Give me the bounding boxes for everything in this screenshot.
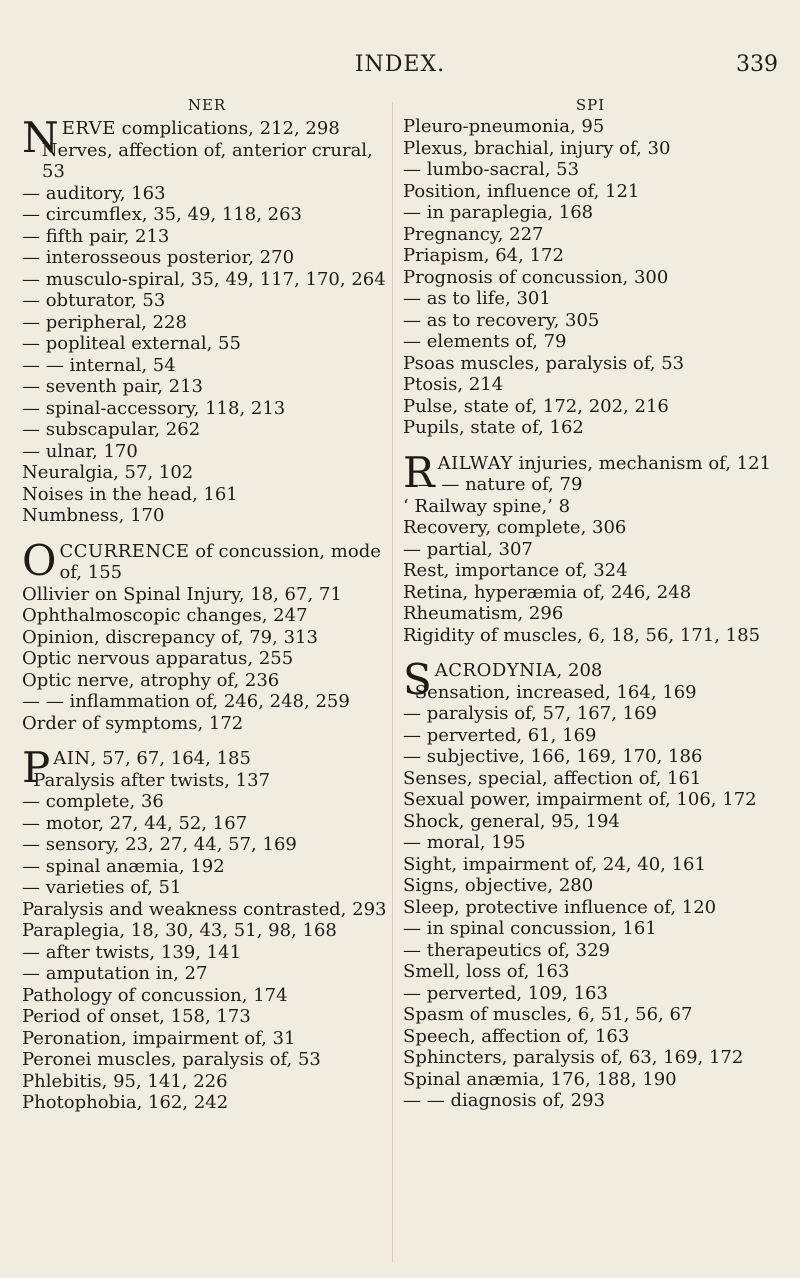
- index-entry: — motor, 27, 44, 52, 167: [22, 812, 248, 834]
- index-entry: — sensory, 23, 27, 44, 57, 169: [22, 834, 297, 855]
- column-gutter: [392, 102, 393, 1262]
- index-letter-block: [403, 116, 778, 439]
- lead-text: of concussion, mode of, 155: [59, 540, 381, 583]
- right-column-blocks: [403, 116, 778, 1112]
- drop-capital: P: [22, 743, 51, 792]
- index-entry: — as to recovery, 305: [403, 309, 600, 331]
- lead-text: , 57, 67, 164, 185: [90, 748, 251, 769]
- index-entry: Prognosis of concussion, 300: [403, 266, 669, 288]
- lead-small-caps: AIN: [53, 748, 91, 769]
- index-entry: Period of onset, 158, 173: [22, 1006, 251, 1027]
- index-entry: Peronei muscles, paralysis of, 53: [22, 1049, 321, 1070]
- index-entry: Sphincters, paralysis of, 63, 169, 172: [403, 1047, 744, 1068]
- index-entry: Optic nerve, atrophy of, 236: [22, 669, 280, 691]
- index-letter-block: [403, 447, 778, 647]
- index-entry: Noises in the head, 161: [22, 483, 238, 505]
- index-letter-block: [22, 113, 392, 527]
- drop-capital: O: [22, 535, 57, 585]
- letter-lead-entry: [22, 535, 392, 585]
- index-entry: Paralysis after twists, 137: [33, 769, 271, 791]
- index-entry: Ptosis, 214: [403, 374, 504, 395]
- index-entry: — obturator, 53: [22, 290, 166, 311]
- index-entry: — varieties of, 51: [22, 877, 182, 898]
- index-entry: — interosseous posterior, 270: [22, 247, 295, 268]
- index-entry: Rest, importance of, 324: [403, 560, 628, 581]
- index-entry: Spasm of muscles, 6, 51, 56, 67: [403, 1004, 693, 1025]
- index-entry: Pregnancy, 227: [403, 223, 544, 245]
- index-entry: — spinal anæmia, 192: [22, 855, 225, 877]
- index-entry: — paralysis of, 57, 167, 169: [403, 703, 657, 724]
- index-entry: Sensation, increased, 164, 169: [414, 681, 697, 703]
- index-entry: Recovery, complete, 306: [403, 517, 627, 538]
- index-letter-block: [22, 743, 392, 1114]
- lead-text: injuries, mechanism of, 121: [512, 452, 771, 474]
- index-entry: — elements of, 79: [403, 331, 567, 352]
- index-entry: — partial, 307: [403, 538, 533, 560]
- index-entry: — spinal-accessory, 118, 213: [22, 397, 286, 419]
- index-entry: Pupils, state of, 162: [403, 417, 584, 438]
- index-entry: Pleuro-pneumonia, 95: [403, 116, 605, 137]
- guide-word-right: SPI: [575, 96, 606, 114]
- index-entry: — in spinal concussion, 161: [403, 918, 657, 939]
- index-entry: — after twists, 139, 141: [22, 941, 242, 963]
- index-entry: — — inflammation of, 246, 248, 259: [22, 691, 350, 712]
- index-entry: Speech, affection of, 163: [403, 1025, 630, 1047]
- index-entry: — — nature of, 79: [417, 474, 583, 495]
- index-entry: Shock, general, 95, 194: [403, 810, 620, 832]
- index-entry: — — internal, 54: [22, 354, 176, 376]
- index-letter-block: [22, 535, 392, 735]
- index-entry: Plexus, brachial, injury of, 30: [403, 137, 671, 159]
- index-entry: Ophthalmoscopic changes, 247: [22, 605, 308, 626]
- index-entry: — therapeutics of, 329: [403, 939, 610, 961]
- index-entry: Signs, objective, 280: [403, 875, 594, 896]
- index-entry: — popliteal external, 55: [22, 333, 241, 354]
- index-entry: Priapism, 64, 172: [403, 245, 564, 266]
- index-entry: — moral, 195: [403, 832, 526, 853]
- index-entry: Smell, loss of, 163: [403, 961, 570, 982]
- index-entry: Psoas muscles, paralysis of, 53: [403, 352, 685, 374]
- index-entry: Ollivier on Spinal Injury, 18, 67, 71: [22, 583, 342, 605]
- index-entry: Optic nervous apparatus, 255: [22, 648, 294, 669]
- index-entry: Rigidity of muscles, 6, 18, 56, 171, 185: [403, 624, 761, 646]
- index-entry: — peripheral, 228: [22, 311, 187, 333]
- left-column: [22, 96, 392, 1128]
- index-entry: — seventh pair, 213: [22, 376, 204, 397]
- index-entry: Sight, impairment of, 24, 40, 161: [403, 853, 706, 875]
- index-entry: — in paraplegia, 168: [403, 202, 594, 223]
- index-entry: Nerves, affection of, anterior crural, 53: [41, 139, 373, 182]
- index-entry: Retina, hyperæmia of, 246, 248: [403, 581, 692, 603]
- index-entry: Peronation, impairment of, 31: [22, 1027, 296, 1049]
- index-entry: Spinal anæmia, 176, 188, 190: [403, 1068, 677, 1090]
- index-entry: Photophobia, 162, 242: [22, 1092, 229, 1113]
- lead-text: complications, 212, 298: [115, 118, 340, 139]
- index-letter-block: [403, 655, 778, 1112]
- index-entry: — lumbo-sacral, 53: [403, 159, 580, 180]
- index-entry: ‘ Railway spine,’ 8: [403, 495, 571, 517]
- index-entry: Neuralgia, 57, 102: [22, 462, 194, 483]
- index-entry: — subscapular, 262: [22, 419, 201, 440]
- index-entry: — complete, 36: [22, 791, 164, 812]
- index-entry: — as to life, 301: [403, 288, 551, 309]
- drop-capital: R: [403, 447, 435, 497]
- index-entry: — perverted, 109, 163: [403, 982, 608, 1004]
- index-entry: — circumflex, 35, 49, 118, 263: [22, 204, 303, 225]
- index-entry: Order of symptoms, 172: [22, 712, 244, 734]
- lead-small-caps: CCURRENCE: [59, 540, 190, 562]
- index-entry: Senses, special, affection of, 161: [403, 767, 702, 789]
- index-entry: Opinion, discrepancy of, 79, 313: [22, 626, 318, 648]
- page-title: INDEX.: [354, 52, 446, 77]
- lead-text: , 208: [556, 660, 603, 681]
- index-entry: Sleep, protective influence of, 120: [403, 896, 717, 918]
- index-entry: Position, influence of, 121: [403, 180, 640, 202]
- index-entry: Pulse, state of, 172, 202, 216: [403, 395, 669, 417]
- guide-word-left: NER: [187, 96, 227, 114]
- drop-capital: S: [403, 655, 432, 704]
- index-entry: Pathology of concussion, 174: [22, 984, 288, 1006]
- left-column-blocks: [22, 113, 392, 1114]
- index-entry: — — diagnosis of, 293: [403, 1090, 606, 1111]
- lead-small-caps: AILWAY: [437, 452, 513, 474]
- index-entry: Phlebitis, 95, 141, 226: [22, 1070, 228, 1092]
- index-entry: Sexual power, impairment of, 106, 172: [403, 789, 757, 810]
- lead-small-caps: ERVE: [61, 118, 116, 139]
- drop-capital: N: [22, 113, 59, 162]
- index-entry: — ulnar, 170: [22, 440, 138, 462]
- page-number: 339: [736, 52, 778, 77]
- index-entry: — subjective, 166, 169, 170, 186: [403, 746, 703, 767]
- lead-small-caps: ACRODYNIA: [434, 660, 557, 681]
- index-entry: — auditory, 163: [22, 182, 166, 204]
- index-entry: — amputation in, 27: [22, 963, 208, 984]
- right-column: [403, 96, 778, 1126]
- index-entry: Paralysis and weakness contrasted, 293: [22, 898, 387, 920]
- index-entry: — fifth pair, 213: [22, 225, 170, 247]
- index-entry: Numbness, 170: [22, 505, 165, 526]
- index-entry: Paraplegia, 18, 30, 43, 51, 98, 168: [22, 920, 337, 941]
- index-entry: Rheumatism, 296: [403, 603, 564, 624]
- index-entry: — musculo-spiral, 35, 49, 117, 170, 264: [22, 268, 386, 290]
- index-entry: — perverted, 61, 169: [403, 724, 597, 746]
